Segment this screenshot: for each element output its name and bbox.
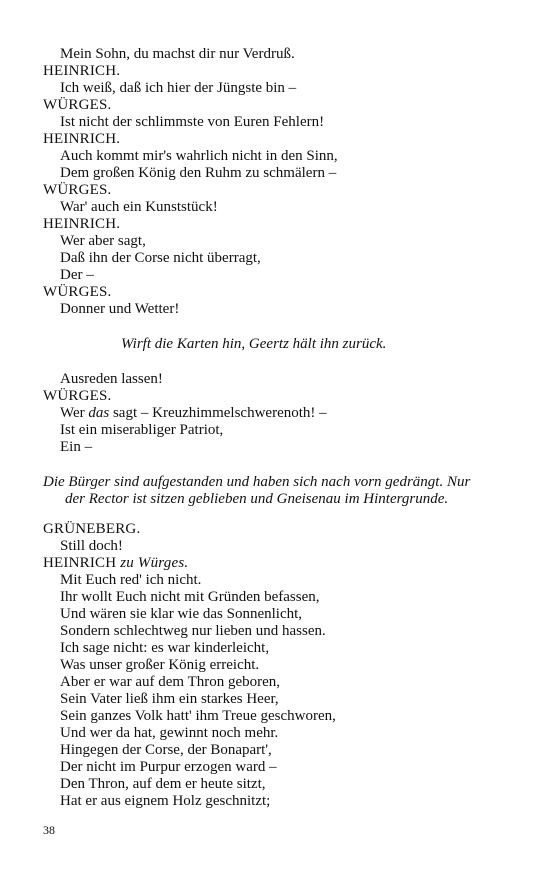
verse-line: Den Thron, auf dem er heute sitzt, xyxy=(60,776,266,792)
verse-line: Ist nicht der schlimmste von Euren Fehlern! xyxy=(60,114,325,130)
speaker-name: HEINRICH. xyxy=(43,216,121,232)
verse-line: Ich weiß, daß ich hier der Jüngste bin – xyxy=(60,80,297,96)
verse-line: Und wären sie klar wie das Sonnenlicht, xyxy=(60,606,303,622)
emphasis-text: das xyxy=(88,405,110,421)
verse-line: Was unser großer König erreicht. xyxy=(60,657,260,673)
speaker-name: WÜRGES. xyxy=(43,284,112,300)
speaker-label: HEINRICH xyxy=(43,555,117,571)
speaker-name: HEINRICH. xyxy=(43,131,121,147)
verse-line: Donner und Wetter! xyxy=(60,301,180,317)
stage-direction: Wirft die Karten hin, Geertz hält ihn zurück. xyxy=(121,336,387,352)
stage-direction: der Rector ist sitzen geblieben und Gneisenau im Hintergrunde. xyxy=(65,491,449,507)
verse-line: Daß ihn der Corse nicht überragt, xyxy=(60,250,261,266)
stage-direction: Die Bürger sind aufgestanden und haben sich nach vorn gedrängt. Nur xyxy=(43,474,471,490)
verse-line: Auch kommt mir's wahrlich nicht in den Sinn, xyxy=(60,148,338,164)
verse-text: sagt – Kreuzhimmelschwerenoth! – xyxy=(109,405,327,421)
verse-line: Dem großen König den Ruhm zu schmälern – xyxy=(60,165,337,181)
verse-line: War' auch ein Kunststück! xyxy=(60,199,218,215)
speaker-name: GRÜNEBERG. xyxy=(43,521,141,537)
verse-line: Still doch! xyxy=(60,538,123,554)
verse-line: Ich sage nicht: es war kinderleicht, xyxy=(60,640,270,656)
verse-line: Ist ein miserabliger Patriot, xyxy=(60,422,224,438)
verse-text: Wer xyxy=(60,405,89,421)
verse-line xyxy=(60,405,327,422)
verse-line: Mit Euch red' ich nicht. xyxy=(60,572,202,588)
verse-line: Sein Vater ließ ihm ein starkes Heer, xyxy=(60,691,279,707)
verse-line: Der – xyxy=(60,267,94,283)
speaker-name: WÜRGES. xyxy=(43,388,112,404)
verse-line: Sondern schlechtweg nur lieben und hassen. xyxy=(60,623,326,639)
verse-line: Sein ganzes Volk hatt' ihm Treue geschworen, xyxy=(60,708,336,724)
verse-line: Hingegen der Corse, der Bonapart', xyxy=(60,742,272,758)
verse-line: Der nicht im Purpur erzogen ward – xyxy=(60,759,277,775)
verse-line: Hat er aus eignem Holz geschnitzt; xyxy=(60,793,271,809)
verse-line: Ausreden lassen! xyxy=(60,371,163,387)
speaker-name: WÜRGES. xyxy=(43,182,112,198)
verse-line: Aber er war auf dem Thron geboren, xyxy=(60,674,281,690)
speaker-name xyxy=(43,555,188,572)
speaker-name: HEINRICH. xyxy=(43,63,121,79)
page-number: 38 xyxy=(43,823,55,837)
verse-line: Wer aber sagt, xyxy=(60,233,146,249)
speaker-name: WÜRGES. xyxy=(43,97,112,113)
verse-line: Ein – xyxy=(60,439,93,455)
verse-line: Und wer da hat, gewinnt noch mehr. xyxy=(60,725,279,741)
verse-line: Ihr wollt Euch nicht mit Gründen befassen, xyxy=(60,589,320,605)
verse-line: Mein Sohn, du machst dir nur Verdruß. xyxy=(60,46,295,62)
speaker-direction: zu Würges. xyxy=(120,555,189,571)
